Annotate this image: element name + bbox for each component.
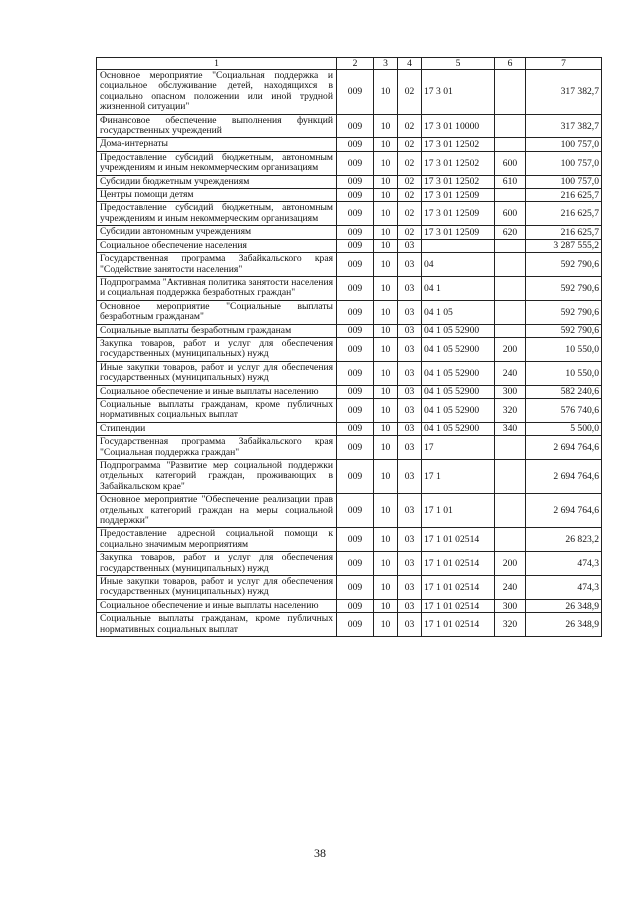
row-expense-type: 320 — [495, 398, 526, 422]
table-row — [97, 528, 602, 552]
table-row — [97, 300, 602, 324]
table-row — [97, 422, 602, 435]
row-name: Иные закупки товаров, работ и услуг для обеспечения государственных (муниципальных) нужд — [97, 576, 337, 600]
table-row — [97, 175, 602, 188]
row-section: 10 — [374, 576, 398, 600]
row-target-article: 04 1 05 — [422, 300, 495, 324]
row-grbs: 009 — [337, 276, 374, 300]
table-row — [97, 253, 602, 277]
table-row — [97, 189, 602, 202]
row-target-article: 17 1 01 02514 — [422, 552, 495, 576]
row-amount: 26 348,9 — [526, 599, 602, 612]
row-subsection: 02 — [398, 226, 422, 239]
table-row — [97, 337, 602, 361]
budget-table — [96, 57, 602, 637]
row-target-article: 17 1 01 — [422, 494, 495, 528]
row-subsection: 02 — [398, 114, 422, 138]
row-section: 10 — [374, 552, 398, 576]
table-row — [97, 324, 602, 337]
row-section: 10 — [374, 337, 398, 361]
row-section: 10 — [374, 599, 398, 612]
column-header: 7 — [526, 58, 602, 70]
row-amount: 26 823,2 — [526, 528, 602, 552]
row-grbs: 009 — [337, 398, 374, 422]
row-name: Основное мероприятие "Обеспечение реализации прав отдельных категорий граждан на меры социальной поддержки" — [97, 494, 337, 528]
row-grbs: 009 — [337, 300, 374, 324]
table-row — [97, 276, 602, 300]
table-row — [97, 138, 602, 151]
row-grbs: 009 — [337, 70, 374, 115]
row-expense-type — [495, 324, 526, 337]
row-target-article: 17 1 01 02514 — [422, 613, 495, 637]
table-row — [97, 226, 602, 239]
row-name: Социальные выплаты гражданам, кроме публичных нормативных социальных выплат — [97, 613, 337, 637]
row-amount: 592 790,6 — [526, 300, 602, 324]
row-subsection: 03 — [398, 253, 422, 277]
row-section: 10 — [374, 385, 398, 398]
row-expense-type: 340 — [495, 422, 526, 435]
row-amount: 5 500,0 — [526, 422, 602, 435]
row-section: 10 — [374, 138, 398, 151]
row-amount: 576 740,6 — [526, 398, 602, 422]
row-name: Закупка товаров, работ и услуг для обеспечения государственных (муниципальных) нужд — [97, 337, 337, 361]
row-subsection: 03 — [398, 324, 422, 337]
row-expense-type — [495, 189, 526, 202]
row-amount: 582 240,6 — [526, 385, 602, 398]
row-subsection: 03 — [398, 613, 422, 637]
row-section: 10 — [374, 189, 398, 202]
row-grbs: 009 — [337, 576, 374, 600]
column-header: 5 — [422, 58, 495, 70]
row-name: Центры помощи детям — [97, 189, 337, 202]
row-amount: 26 348,9 — [526, 613, 602, 637]
row-grbs: 009 — [337, 226, 374, 239]
row-name: Социальные выплаты гражданам, кроме публичных нормативных социальных выплат — [97, 398, 337, 422]
row-name: Предоставление адресной социальной помощи к социально значимым мероприятиям — [97, 528, 337, 552]
table-row — [97, 385, 602, 398]
column-header: 1 — [97, 58, 337, 70]
row-name: Предоставление субсидий бюджетным, автономным учреждениям и иным некоммерческим организациям — [97, 202, 337, 226]
row-name: Государственная программа Забайкальского края "Социальная поддержка граждан" — [97, 436, 337, 460]
column-header: 4 — [398, 58, 422, 70]
row-name: Финансовое обеспечение выполнения функций государственных учреждений — [97, 114, 337, 138]
row-amount: 474,3 — [526, 576, 602, 600]
row-expense-type — [495, 253, 526, 277]
row-amount: 2 694 764,6 — [526, 460, 602, 494]
column-header: 2 — [337, 58, 374, 70]
row-amount: 216 625,7 — [526, 189, 602, 202]
row-target-article: 17 — [422, 436, 495, 460]
table-row — [97, 599, 602, 612]
row-subsection: 03 — [398, 398, 422, 422]
table-header-row — [97, 58, 602, 70]
row-expense-type: 300 — [495, 599, 526, 612]
row-section: 10 — [374, 528, 398, 552]
row-target-article: 17 3 01 12509 — [422, 202, 495, 226]
row-amount: 216 625,7 — [526, 226, 602, 239]
row-name: Субсидии автономным учреждениям — [97, 226, 337, 239]
row-grbs: 009 — [337, 613, 374, 637]
row-expense-type — [495, 239, 526, 252]
row-subsection: 02 — [398, 175, 422, 188]
row-grbs: 009 — [337, 151, 374, 175]
row-target-article: 17 3 01 12502 — [422, 151, 495, 175]
row-amount: 592 790,6 — [526, 324, 602, 337]
row-target-article: 04 1 05 52900 — [422, 324, 495, 337]
row-name: Государственная программа Забайкальского края "Содействие занятости населения" — [97, 253, 337, 277]
row-subsection: 03 — [398, 337, 422, 361]
row-grbs: 009 — [337, 422, 374, 435]
row-amount: 10 550,0 — [526, 361, 602, 385]
row-amount: 10 550,0 — [526, 337, 602, 361]
row-target-article: 17 1 01 02514 — [422, 576, 495, 600]
row-expense-type: 610 — [495, 175, 526, 188]
row-subsection: 03 — [398, 460, 422, 494]
table-row — [97, 239, 602, 252]
row-section: 10 — [374, 239, 398, 252]
row-name: Подпрограмма "Активная политика занятости населения и социальная поддержка безработных граждан" — [97, 276, 337, 300]
row-grbs: 009 — [337, 239, 374, 252]
table-row — [97, 398, 602, 422]
row-section: 10 — [374, 613, 398, 637]
row-subsection: 03 — [398, 599, 422, 612]
row-target-article: 04 — [422, 253, 495, 277]
table-row — [97, 552, 602, 576]
row-subsection: 03 — [398, 552, 422, 576]
column-header: 3 — [374, 58, 398, 70]
row-expense-type — [495, 138, 526, 151]
row-expense-type — [495, 528, 526, 552]
row-target-article: 04 1 05 52900 — [422, 422, 495, 435]
row-target-article: 17 1 01 02514 — [422, 599, 495, 612]
row-section: 10 — [374, 151, 398, 175]
row-grbs: 009 — [337, 361, 374, 385]
column-header: 6 — [495, 58, 526, 70]
row-expense-type — [495, 70, 526, 115]
table-row — [97, 613, 602, 637]
table-row — [97, 114, 602, 138]
row-expense-type — [495, 494, 526, 528]
row-target-article: 04 1 05 52900 — [422, 398, 495, 422]
row-section: 10 — [374, 175, 398, 188]
row-name: Подпрограмма "Развитие мер социальной поддержки отдельных категорий граждан, проживающих в Забайкальском крае" — [97, 460, 337, 494]
row-name: Стипендии — [97, 422, 337, 435]
row-target-article: 17 3 01 12509 — [422, 226, 495, 239]
row-expense-type: 240 — [495, 576, 526, 600]
row-grbs: 009 — [337, 253, 374, 277]
row-grbs: 009 — [337, 202, 374, 226]
row-name: Социальные выплаты безработным гражданам — [97, 324, 337, 337]
row-section: 10 — [374, 70, 398, 115]
row-grbs: 009 — [337, 528, 374, 552]
row-target-article: 17 1 01 02514 — [422, 528, 495, 552]
row-section: 10 — [374, 398, 398, 422]
row-target-article — [422, 239, 495, 252]
row-subsection: 02 — [398, 151, 422, 175]
row-amount: 474,3 — [526, 552, 602, 576]
row-expense-type: 600 — [495, 151, 526, 175]
row-target-article: 04 1 05 52900 — [422, 385, 495, 398]
row-target-article: 17 3 01 12509 — [422, 189, 495, 202]
table-row — [97, 202, 602, 226]
row-name: Предоставление субсидий бюджетным, автономным учреждениям и иным некоммерческим организациям — [97, 151, 337, 175]
row-target-article: 17 3 01 12502 — [422, 138, 495, 151]
row-expense-type — [495, 300, 526, 324]
row-section: 10 — [374, 361, 398, 385]
row-grbs: 009 — [337, 599, 374, 612]
row-subsection: 03 — [398, 385, 422, 398]
row-section: 10 — [374, 436, 398, 460]
row-amount: 317 382,7 — [526, 70, 602, 115]
row-grbs: 009 — [337, 552, 374, 576]
row-expense-type: 320 — [495, 613, 526, 637]
row-subsection: 03 — [398, 239, 422, 252]
row-section: 10 — [374, 494, 398, 528]
row-name: Дома-интернаты — [97, 138, 337, 151]
page-number: 38 — [314, 846, 326, 860]
row-name: Закупка товаров, работ и услуг для обеспечения государственных (муниципальных) нужд — [97, 552, 337, 576]
row-grbs: 009 — [337, 494, 374, 528]
table-body — [97, 70, 602, 637]
row-target-article: 04 1 05 52900 — [422, 337, 495, 361]
row-grbs: 009 — [337, 189, 374, 202]
row-amount: 2 694 764,6 — [526, 494, 602, 528]
row-amount: 100 757,0 — [526, 175, 602, 188]
row-grbs: 009 — [337, 385, 374, 398]
row-subsection: 03 — [398, 361, 422, 385]
row-amount: 592 790,6 — [526, 253, 602, 277]
row-subsection: 03 — [398, 494, 422, 528]
row-section: 10 — [374, 324, 398, 337]
row-name: Основное мероприятие "Социальная поддержка и социальное обслуживание детей, находящихся в социально опасном положении или иной трудной жизненной ситуации" — [97, 70, 337, 115]
row-expense-type: 600 — [495, 202, 526, 226]
row-subsection: 03 — [398, 422, 422, 435]
row-expense-type: 300 — [495, 385, 526, 398]
row-subsection: 03 — [398, 528, 422, 552]
row-grbs: 009 — [337, 138, 374, 151]
row-name: Основное мероприятие "Социальные выплаты безработным гражданам" — [97, 300, 337, 324]
row-amount: 592 790,6 — [526, 276, 602, 300]
row-target-article: 17 3 01 12502 — [422, 175, 495, 188]
row-subsection: 02 — [398, 138, 422, 151]
row-expense-type — [495, 460, 526, 494]
row-expense-type — [495, 276, 526, 300]
row-amount: 3 287 555,2 — [526, 239, 602, 252]
row-name: Социальное обеспечение и иные выплаты населению — [97, 385, 337, 398]
row-grbs: 009 — [337, 175, 374, 188]
row-section: 10 — [374, 276, 398, 300]
row-section: 10 — [374, 253, 398, 277]
row-expense-type — [495, 114, 526, 138]
row-subsection: 03 — [398, 276, 422, 300]
row-target-article: 04 1 — [422, 276, 495, 300]
row-section: 10 — [374, 422, 398, 435]
row-name: Социальное обеспечение населения — [97, 239, 337, 252]
row-subsection: 02 — [398, 70, 422, 115]
table-row — [97, 576, 602, 600]
row-subsection: 03 — [398, 576, 422, 600]
row-target-article: 17 1 — [422, 460, 495, 494]
row-target-article: 17 3 01 10000 — [422, 114, 495, 138]
row-target-article: 04 1 05 52900 — [422, 361, 495, 385]
row-subsection: 03 — [398, 436, 422, 460]
row-grbs: 009 — [337, 436, 374, 460]
row-subsection: 02 — [398, 202, 422, 226]
row-expense-type: 620 — [495, 226, 526, 239]
row-name: Социальное обеспечение и иные выплаты населению — [97, 599, 337, 612]
table-row — [97, 151, 602, 175]
row-name: Субсидии бюджетным учреждениям — [97, 175, 337, 188]
row-amount: 317 382,7 — [526, 114, 602, 138]
row-subsection: 03 — [398, 300, 422, 324]
row-amount: 100 757,0 — [526, 138, 602, 151]
row-amount: 216 625,7 — [526, 202, 602, 226]
row-amount: 100 757,0 — [526, 151, 602, 175]
row-subsection: 02 — [398, 189, 422, 202]
row-name: Иные закупки товаров, работ и услуг для обеспечения государственных (муниципальных) нужд — [97, 361, 337, 385]
row-section: 10 — [374, 300, 398, 324]
row-grbs: 009 — [337, 460, 374, 494]
row-expense-type: 240 — [495, 361, 526, 385]
row-expense-type: 200 — [495, 337, 526, 361]
row-section: 10 — [374, 226, 398, 239]
row-expense-type: 200 — [495, 552, 526, 576]
table-row — [97, 460, 602, 494]
row-expense-type — [495, 436, 526, 460]
row-target-article: 17 3 01 — [422, 70, 495, 115]
row-grbs: 009 — [337, 114, 374, 138]
row-grbs: 009 — [337, 324, 374, 337]
table-row — [97, 361, 602, 385]
table-row — [97, 70, 602, 115]
row-section: 10 — [374, 114, 398, 138]
row-amount: 2 694 764,6 — [526, 436, 602, 460]
row-grbs: 009 — [337, 337, 374, 361]
row-section: 10 — [374, 202, 398, 226]
table-row — [97, 494, 602, 528]
row-section: 10 — [374, 460, 398, 494]
table-row — [97, 436, 602, 460]
